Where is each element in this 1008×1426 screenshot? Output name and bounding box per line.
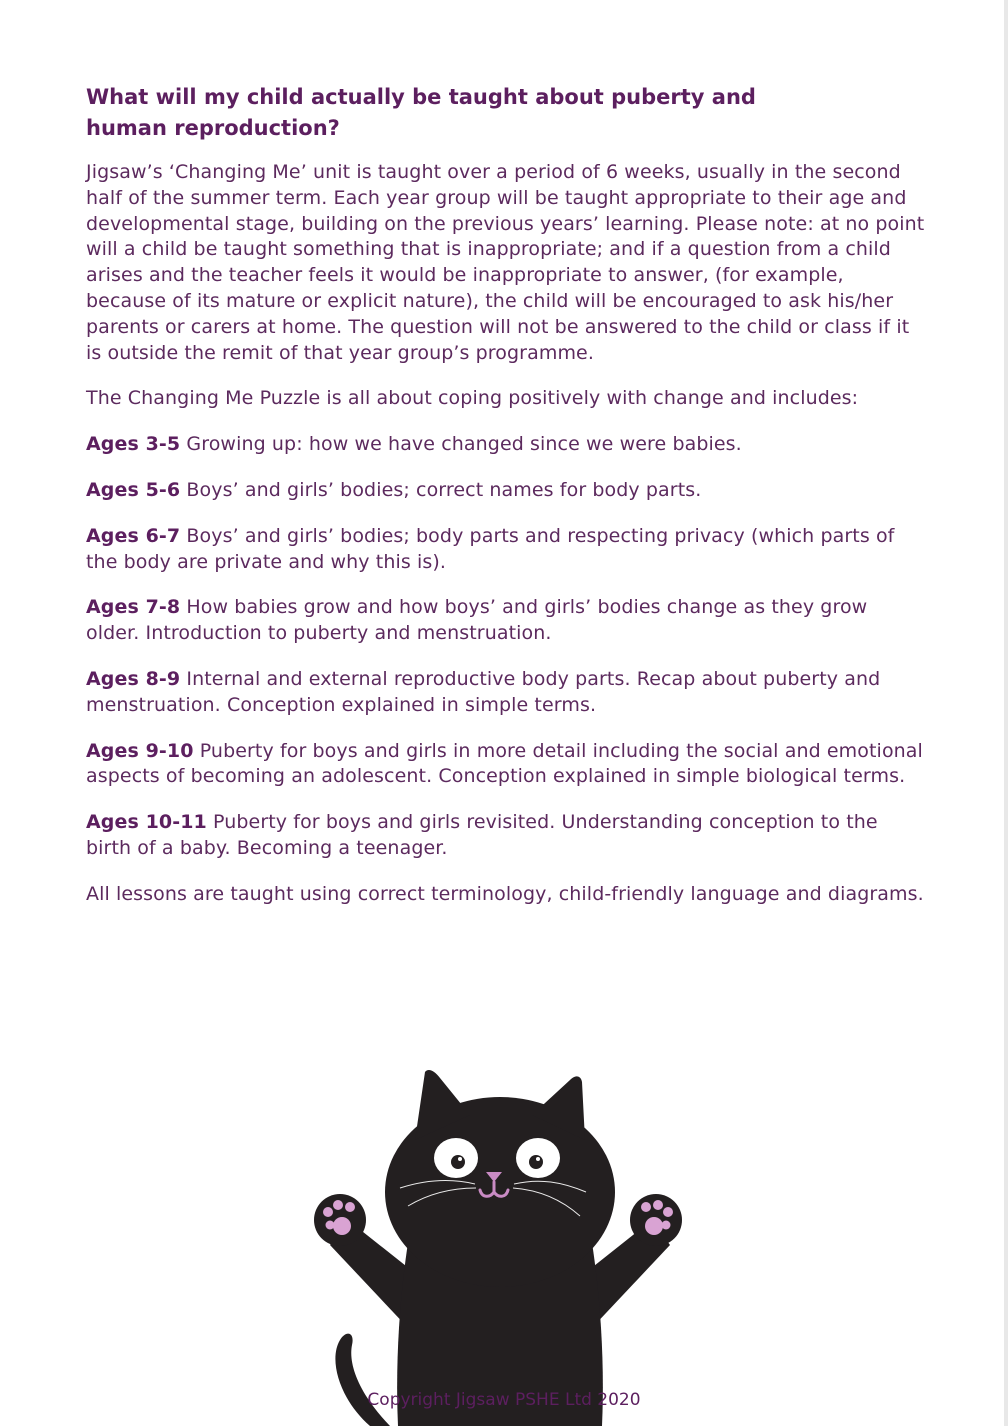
age-label: Ages 10-11 [86,811,207,834]
cat-tail [335,1334,390,1426]
age-item-10-11 [86,810,926,862]
age-description: Boys’ and girls’ bodies; correct names for body parts. [180,478,702,501]
page-edge-shadow [1004,0,1008,1426]
document-body [86,82,926,928]
age-description: Boys’ and girls’ bodies; body parts and respecting privacy (which parts of the body are private and why this is). [86,524,895,573]
age-item-8-9 [86,667,926,719]
cat-right-paw [630,1194,682,1246]
age-description: How babies grow and how boys’ and girls’ bodies change as they grow older. Introduction to puberty and menstruation. [86,596,868,645]
age-description: Growing up: how we have changed since we were babies. [180,433,742,456]
age-label: Ages 6-7 [86,524,181,547]
closing-paragraph: All lessons are taught using correct terminology, child-friendly language and diagrams. [86,882,924,905]
age-description: Puberty for boys and girls in more detail including the social and emotional aspects of becoming an adolescent. Conception explained in simple biological terms. [86,739,923,788]
age-description: Internal and external reproductive body parts. Recap about puberty and menstruation. Conception explained in simple terms. [86,667,881,716]
cat-left-paw [314,1194,366,1246]
puzzle-intro-paragraph: The Changing Me Puzzle is all about coping positively with change and includes: [86,387,859,410]
age-description: Puberty for boys and girls revisited. Understanding conception to the birth of a baby. Becoming a teenager. [86,811,878,859]
age-label: Ages 9-10 [86,739,194,762]
age-label: Ages 3-5 [86,433,181,456]
age-label: Ages 8-9 [86,667,181,690]
age-item-7-8 [86,595,926,647]
copyright-notice: Copyright Jigsaw PSHE Ltd 2020 [367,1390,641,1410]
age-label: Ages 7-8 [86,596,181,619]
age-label: Ages 5-6 [86,478,181,501]
intro-paragraph: Jigsaw’s ‘Changing Me’ unit is taught over a period of 6 weeks, usually in the second half of the summer term. Each year group will be taught appropriate to their age and developmental stage, building on the previous years’ learning. Please note: at no point will a child be taught something that is inappropriate; and if a question from a child arises and the teacher feels it would be inappropriate to answer, (for example, because of its mature or explicit nature), the child will be encouraged to ask his/her parents or carers at home. The question will not be answered to the child or class if it is outside the remit of that year group’s programme. [86,161,925,364]
age-item-6-7 [86,524,926,576]
age-item-5-6 [86,478,926,504]
black-cat-illustration [300,1060,700,1426]
age-item-3-5 [86,432,926,458]
age-item-9-10 [86,739,926,791]
page-heading: What will my child actually be taught about puberty and human reproduction? [86,85,756,140]
